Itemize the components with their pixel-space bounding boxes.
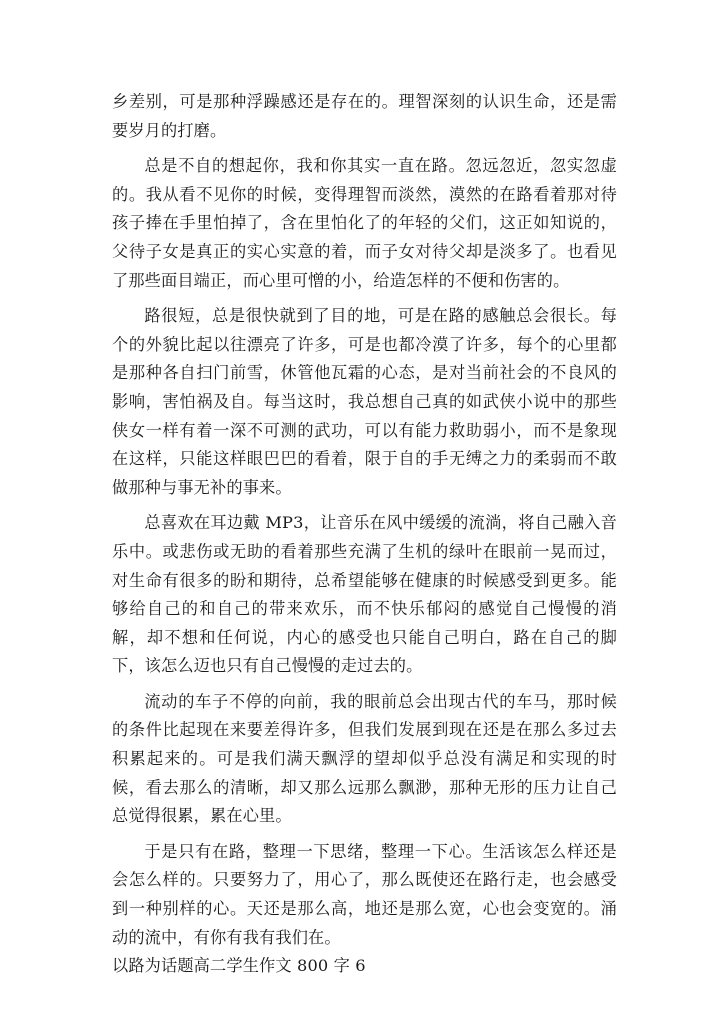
paragraph-1: 乡差别，可是那种浮躁感还是存在的。理智深刻的认识生命，还是需要岁月的打磨。 [112, 92, 617, 140]
paragraph-2: 总是不自的想起你，我和你其实一直在路。忽远忽近，忽实忽虚的。我从看不见你的时候，变得理智而淡然，漠然的在路看着那对待孩子捧在手里怕掉了，含在里怕化了的年轻的父们，这正如知说的，父待子女是真正的实心实意的着，而子女对待父却是淡多了。也看见了那些面目端正，而心里可憎的小，给造怎样的不便和伤害的。 [112, 156, 617, 290]
paragraph-5: 流动的车子不停的向前，我的眼前总会出现古代的车马，那时候的条件比起现在来要差得许多，但我们发展到现在还是在那么多过去积累起来的。可是我们满天飘浮的望却似乎总没有满足和实现的时候，看去那么的清晰，却又那么远那么飘渺，那种无形的压力让自己总觉得很累，累在心里。 [112, 691, 617, 826]
paragraph-4: 总喜欢在耳边戴 MP3，让音乐在风中缓缓的流淌，将自己融入音乐中。或悲伤或无助的看着那些充满了生机的绿叶在眼前一晃而过，对生命有很多的盼和期待，总希望能够在健康的时候感受到更多。能够给自己的和自己的带来欢乐，而不快乐郁闷的感觉自己慢慢的消解，却不想和任何说，内心的感受也只能自己明白，路在自己的脚下，该怎么迈也只有自己慢慢的走过去的。 [112, 513, 617, 676]
paragraph-3: 路很短，总是很快就到了目的地，可是在路的感触总会很长。每个的外貌比起以往漂亮了许多，可是也都冷漠了许多，每个的心里都是那种各自扫门前雪，休管他瓦霜的心态，是对当前社会的不良风的影响，害怕祸及自。每当这时，我总想自己真的如武侠小说中的那些侠女一样有着一深不可测的武功，可以有能力救助弱小，而不是象现在这样，只能这样眼巴巴的看着，限于自的手无缚之力的柔弱而不敢做那种与事无补的事来。 [112, 306, 617, 497]
paragraph-6: 于是只有在路，整理一下思绪，整理一下心。生活该怎么样还是会怎么样的。只要努力了，用心了，那么既使还在路行走，也会感受到一种别样的心。天还是那么高，地还是那么宽，心也会变宽的。涌动的流中，有你有我有我们在。 [112, 841, 617, 947]
essay-title: 以路为话题高二学生作文 800 字 6 [112, 956, 366, 976]
document-body [112, 88, 617, 981]
